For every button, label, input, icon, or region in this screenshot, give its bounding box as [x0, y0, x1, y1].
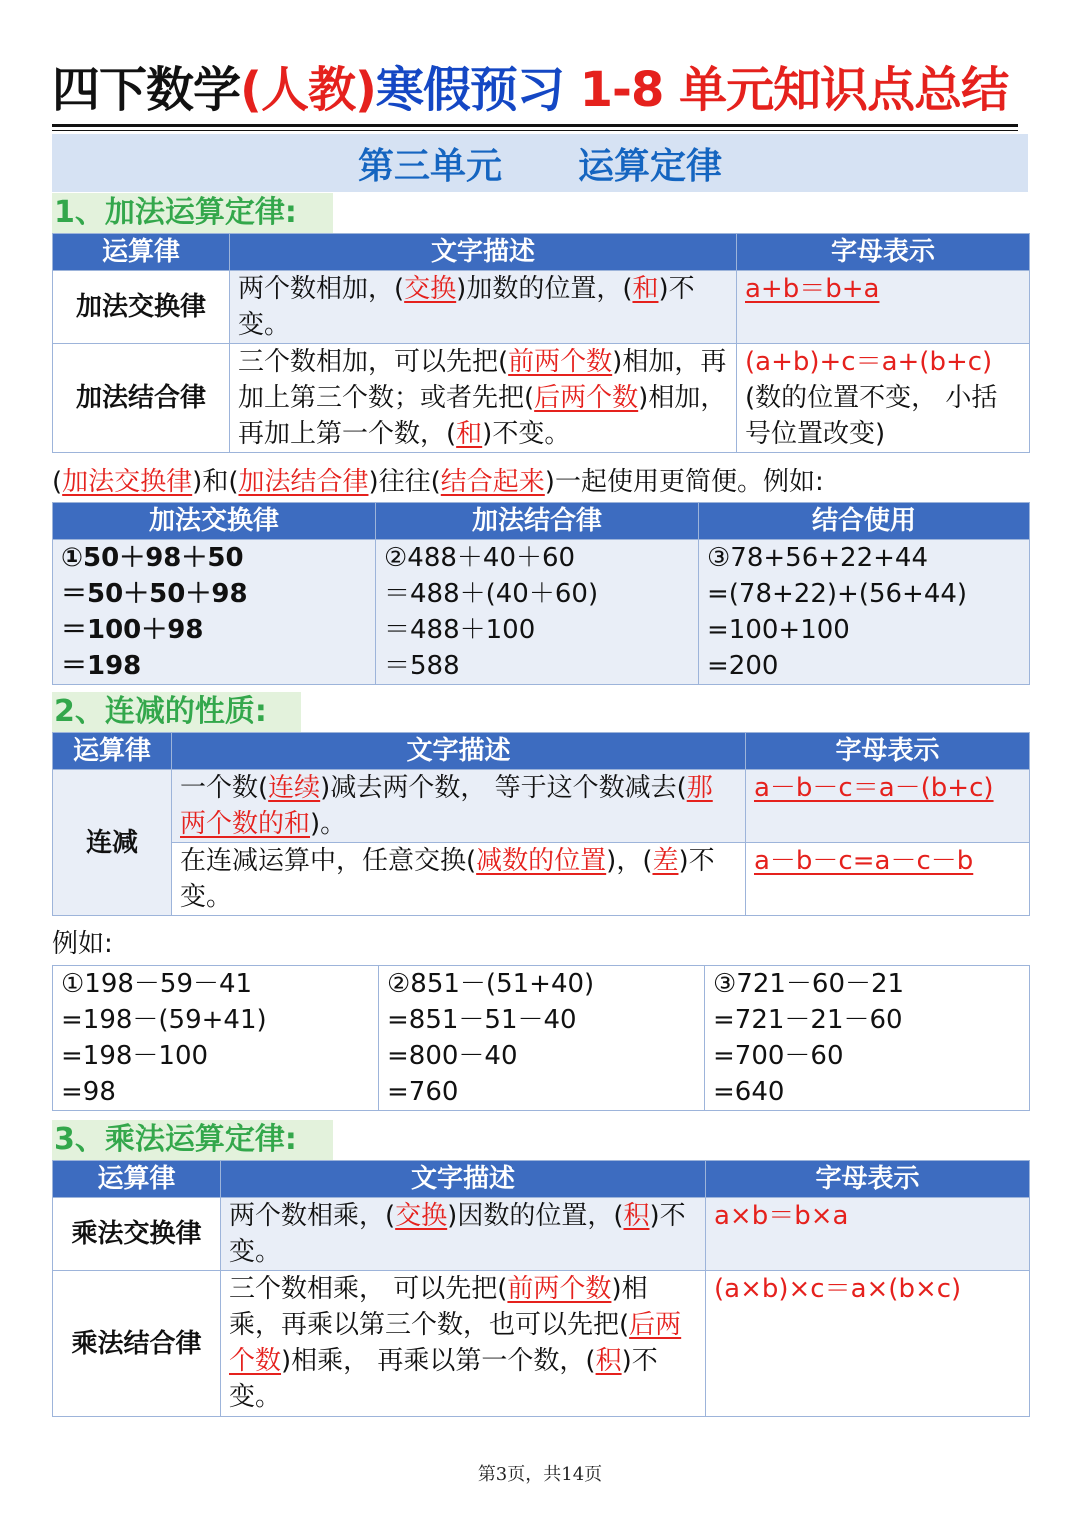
example-cell: ②488＋40＋60 ＝488＋(40＋60) ＝488＋100 ＝588: [376, 540, 699, 685]
header-commutative: 加法交换律: [53, 503, 376, 540]
section2-heading: 2、连减的性质:: [52, 692, 301, 732]
table-row: [53, 344, 1030, 453]
law-formula: (a×b)×c＝a×(b×c): [706, 1271, 1030, 1417]
header-law: 运算律: [53, 234, 230, 271]
law-name: 连减: [53, 770, 172, 916]
law-formula: a－b－c=a－c－b: [746, 843, 1030, 916]
example-cell: ①198－59－41 =198－(59+41) =198－100 =98: [53, 966, 379, 1111]
example-cell: ③721－60－21 =721－21－60 =700－60 =640: [705, 966, 1030, 1111]
multiplication-laws-table: [52, 1160, 1030, 1417]
law-name: 乘法交换律: [53, 1198, 221, 1271]
combo-sentence: (加法交换律)和(加法结合律)往往(结合起来)一起使用更简便。例如:: [52, 467, 824, 497]
header-combined: 结合使用: [699, 503, 1030, 540]
law-formula: a×b＝b×a: [706, 1198, 1030, 1271]
title-part4: 1-8: [579, 62, 664, 118]
addition-laws-table: [52, 233, 1030, 453]
table-header-row: [53, 733, 1030, 770]
law-description: 一个数(连续)减去两个数， 等于这个数减去(那两个数的和)。: [172, 770, 746, 843]
example-cell: ①50＋98＋50 ＝50＋50＋98 ＝100＋98 ＝198: [53, 540, 376, 685]
law-name: 加法交换律: [53, 271, 230, 344]
header-formula: 字母表示: [737, 234, 1030, 271]
table-row: [53, 271, 1030, 344]
law-formula: (a+b)+c＝a+(b+c) (数的位置不变， 小括号位置改变): [737, 344, 1030, 453]
law-description: 三个数相加，可以先把(前两个数)相加，再加上第三个数；或者先把(后两个数)相加，再加上第一个数，(和)不变。: [230, 344, 737, 453]
unit-number: 第三单元: [357, 145, 502, 187]
section3-heading: 3、乘法运算定律:: [52, 1120, 333, 1160]
page-footer: 第3页，共14页: [477, 1464, 603, 1485]
law-name: 加法结合律: [53, 344, 230, 453]
header-formula: 字母表示: [746, 733, 1030, 770]
title-part3: 寒假预习: [375, 62, 564, 118]
header-description: 文字描述: [172, 733, 746, 770]
header-law: 运算律: [53, 1161, 221, 1198]
table-row: [53, 540, 1030, 685]
title-part2: (人教): [240, 62, 376, 118]
table-row: [53, 770, 1030, 843]
header-associative: 加法结合律: [376, 503, 699, 540]
header-law: 运算律: [53, 733, 172, 770]
header-description: 文字描述: [221, 1161, 706, 1198]
title-part5: 单元知识点总结: [679, 62, 1009, 118]
addition-examples-table: [52, 502, 1030, 685]
subtraction-examples-table: [52, 965, 1030, 1111]
subtraction-table: [52, 732, 1030, 916]
example-cell: ③78+56+22+44 =(78+22)+(56+44) =100+100 =200: [699, 540, 1030, 685]
law-formula: a－b－c＝a－(b+c): [746, 770, 1030, 843]
title-rule-thick: [52, 124, 1018, 127]
section1-heading: 1、加法运算定律:: [52, 193, 333, 233]
table-header-row: [53, 503, 1030, 540]
table-row: [53, 1271, 1030, 1417]
table-row: [53, 843, 1030, 916]
unit-name: 运算定律: [578, 145, 723, 187]
header-formula: 字母表示: [706, 1161, 1030, 1198]
table-row: [53, 966, 1030, 1111]
law-description: 三个数相乘， 可以先把(前两个数)相乘，再乘以第三个数，也可以先把(后两个数)相乘， 再乘以第一个数，(积)不变。: [221, 1271, 706, 1417]
law-note: (数的位置不变， 小括号位置改变): [745, 383, 998, 449]
example-cell: ②851－(51+40) =851－51－40 =800－40 =760: [379, 966, 705, 1111]
table-header-row: [53, 234, 1030, 271]
law-description: 两个数相加，(交换)加数的位置，(和)不变。: [230, 271, 737, 344]
example-label: 例如:: [52, 929, 113, 959]
law-name: 乘法结合律: [53, 1271, 221, 1417]
unit-banner: [52, 134, 1028, 192]
table-row: [53, 1198, 1030, 1271]
title-rule-thin: [52, 130, 1018, 131]
page-title: [52, 58, 1028, 122]
header-description: 文字描述: [230, 234, 737, 271]
law-description: 两个数相乘，(交换)因数的位置，(积)不变。: [221, 1198, 706, 1271]
law-description: 在连减运算中，任意交换(减数的位置)，(差)不变。: [172, 843, 746, 916]
title-part1: 四下数学: [52, 62, 241, 118]
law-formula: a+b＝b+a: [737, 271, 1030, 344]
table-header-row: [53, 1161, 1030, 1198]
